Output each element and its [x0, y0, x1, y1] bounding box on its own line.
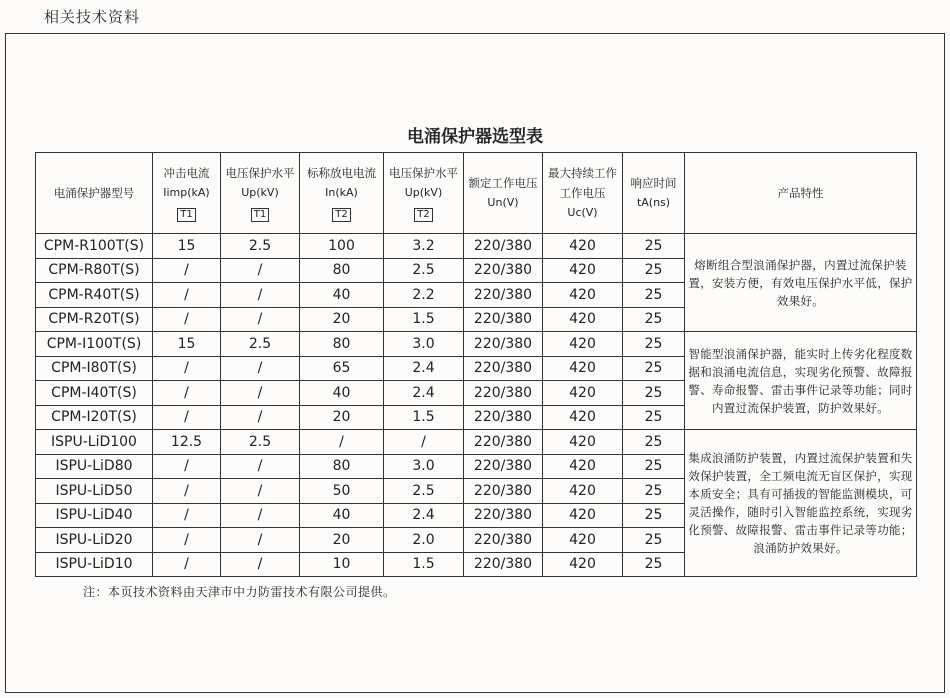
cell-un: 220/380 — [464, 528, 543, 553]
cell-un: 220/380 — [464, 552, 543, 577]
cell-model: ISPU-LiD10 — [36, 552, 153, 577]
cell-uc: 420 — [543, 356, 623, 381]
cell-model: CPM-I80T(S) — [36, 356, 153, 381]
header-iimp: 冲击电流 Iimp(kA) T1 — [153, 153, 221, 234]
cell-ta: 25 — [623, 503, 685, 528]
cell-up2: 2.4 — [384, 381, 464, 406]
cell-model: ISPU-LiD80 — [36, 454, 153, 479]
cell-un: 220/380 — [464, 283, 543, 308]
cell-model: CPM-R40T(S) — [36, 283, 153, 308]
cell-model: CPM-R20T(S) — [36, 307, 153, 332]
cell-features: 智能型浪涌保护器，能实时上传劣化程度数据和浪涌电流信息，实现劣化预警、故障报警、寿命报警、雷击事件记录等功能；同时内置过流保护装置，防护效果好。 — [685, 332, 917, 430]
header-in: 标称放电电流 In(kA) T2 — [300, 153, 384, 234]
header-up-t1: 电压保护水平 Up(kV) T1 — [221, 153, 300, 234]
cell-model: CPM-I40T(S) — [36, 381, 153, 406]
cell-up1: / — [221, 528, 300, 553]
cell-up1: / — [221, 454, 300, 479]
cell-up2: 3.0 — [384, 454, 464, 479]
header-uc: 最大持续工作 工作电压 Uc(V) — [543, 153, 623, 234]
cell-up2: 2.4 — [384, 356, 464, 381]
cell-up2: 2.2 — [384, 283, 464, 308]
cell-up1: 2.5 — [221, 430, 300, 455]
cell-ta: 25 — [623, 283, 685, 308]
cell-ta: 25 — [623, 528, 685, 553]
cell-iimp: / — [153, 405, 221, 430]
cell-ta: 25 — [623, 258, 685, 283]
cell-iimp: / — [153, 307, 221, 332]
cell-uc: 420 — [543, 479, 623, 504]
cell-up1: / — [221, 552, 300, 577]
cell-in: 20 — [300, 307, 384, 332]
cell-un: 220/380 — [464, 307, 543, 332]
cell-model: ISPU-LiD100 — [36, 430, 153, 455]
cell-ta: 25 — [623, 356, 685, 381]
header-un: 额定工作电压 Un(V) — [464, 153, 543, 234]
footnote: 注：本页技术资料由天津市中力防雷技术有限公司提供。 — [83, 585, 396, 599]
cell-in: 80 — [300, 332, 384, 357]
cell-up1: 2.5 — [221, 234, 300, 259]
cell-in: / — [300, 430, 384, 455]
cell-in: 40 — [300, 283, 384, 308]
cell-up2: 3.2 — [384, 234, 464, 259]
spd-selection-table — [35, 152, 917, 577]
cell-uc: 420 — [543, 430, 623, 455]
cell-model: CPM-R80T(S) — [36, 258, 153, 283]
header-features: 产品特性 — [685, 153, 917, 234]
cell-uc: 420 — [543, 332, 623, 357]
cell-uc: 420 — [543, 381, 623, 406]
cell-up2: 3.0 — [384, 332, 464, 357]
cell-up1: / — [221, 405, 300, 430]
cell-uc: 420 — [543, 552, 623, 577]
cell-in: 80 — [300, 454, 384, 479]
cell-in: 40 — [300, 503, 384, 528]
cell-ta: 25 — [623, 552, 685, 577]
cell-in: 65 — [300, 356, 384, 381]
cell-un: 220/380 — [464, 430, 543, 455]
cell-iimp: / — [153, 503, 221, 528]
cell-iimp: / — [153, 283, 221, 308]
cell-uc: 420 — [543, 528, 623, 553]
cell-up1: / — [221, 283, 300, 308]
cell-up1: / — [221, 258, 300, 283]
cell-up1: / — [221, 356, 300, 381]
cell-un: 220/380 — [464, 503, 543, 528]
cell-up2: / — [384, 430, 464, 455]
cell-un: 220/380 — [464, 356, 543, 381]
page-category-tag: 相关技术资料 — [44, 8, 141, 26]
cell-up2: 2.5 — [384, 258, 464, 283]
cell-up2: 2.5 — [384, 479, 464, 504]
cell-iimp: / — [153, 479, 221, 504]
cell-up2: 1.5 — [384, 405, 464, 430]
cell-iimp: 15 — [153, 332, 221, 357]
cell-iimp: / — [153, 381, 221, 406]
cell-un: 220/380 — [464, 234, 543, 259]
cell-up2: 1.5 — [384, 307, 464, 332]
cell-up1: / — [221, 479, 300, 504]
cell-iimp: 15 — [153, 234, 221, 259]
cell-ta: 25 — [623, 332, 685, 357]
cell-up1: / — [221, 307, 300, 332]
cell-uc: 420 — [543, 283, 623, 308]
cell-model: ISPU-LiD40 — [36, 503, 153, 528]
cell-un: 220/380 — [464, 332, 543, 357]
header-model: 电涌保护器型号 — [36, 153, 153, 234]
cell-ta: 25 — [623, 307, 685, 332]
cell-in: 20 — [300, 405, 384, 430]
cell-model: CPM-I100T(S) — [36, 332, 153, 357]
cell-un: 220/380 — [464, 381, 543, 406]
cell-uc: 420 — [543, 503, 623, 528]
cell-uc: 420 — [543, 454, 623, 479]
cell-uc: 420 — [543, 258, 623, 283]
cell-up2: 2.4 — [384, 503, 464, 528]
cell-iimp: / — [153, 552, 221, 577]
cell-up1: / — [221, 381, 300, 406]
cell-uc: 420 — [543, 405, 623, 430]
header-up-t2: 电压保护水平 Up(kV) T2 — [384, 153, 464, 234]
cell-features: 熔断组合型浪涌保护器，内置过流保护装置，安装方便，有效电压保护水平低，保护效果好。 — [685, 234, 917, 332]
cell-un: 220/380 — [464, 258, 543, 283]
cell-ta: 25 — [623, 454, 685, 479]
cell-in: 20 — [300, 528, 384, 553]
cell-up1: 2.5 — [221, 332, 300, 357]
cell-up2: 1.5 — [384, 552, 464, 577]
cell-iimp: 12.5 — [153, 430, 221, 455]
cell-in: 80 — [300, 258, 384, 283]
cell-iimp: / — [153, 528, 221, 553]
cell-model: CPM-R100T(S) — [36, 234, 153, 259]
cell-uc: 420 — [543, 307, 623, 332]
table-row — [36, 332, 917, 357]
cell-in: 50 — [300, 479, 384, 504]
table-title: 电涌保护器选型表 — [407, 127, 543, 147]
cell-model: ISPU-LiD50 — [36, 479, 153, 504]
cell-iimp: / — [153, 258, 221, 283]
cell-un: 220/380 — [464, 405, 543, 430]
cell-un: 220/380 — [464, 454, 543, 479]
table-row — [36, 430, 917, 455]
cell-iimp: / — [153, 454, 221, 479]
table-header-row — [36, 153, 917, 234]
cell-in: 10 — [300, 552, 384, 577]
cell-up1: / — [221, 503, 300, 528]
cell-model: CPM-I20T(S) — [36, 405, 153, 430]
cell-model: ISPU-LiD20 — [36, 528, 153, 553]
header-response-time: 响应时间 tA(ns) — [623, 153, 685, 234]
cell-features: 集成浪涌防护装置，内置过流保护装置和失效保护装置，全工频电流无盲区保护，实现本质安全；具有可插拔的智能监测模块，可灵活操作，随时引入智能监控系统，实现劣化预警、故障报警、雷击事件记录等功能；浪涌防护效果好。 — [685, 430, 917, 577]
table-row — [36, 234, 917, 259]
cell-up2: 2.0 — [384, 528, 464, 553]
cell-iimp: / — [153, 356, 221, 381]
cell-ta: 25 — [623, 381, 685, 406]
cell-in: 100 — [300, 234, 384, 259]
cell-ta: 25 — [623, 479, 685, 504]
cell-un: 220/380 — [464, 479, 543, 504]
cell-ta: 25 — [623, 430, 685, 455]
cell-ta: 25 — [623, 405, 685, 430]
cell-in: 40 — [300, 381, 384, 406]
cell-ta: 25 — [623, 234, 685, 259]
cell-uc: 420 — [543, 234, 623, 259]
